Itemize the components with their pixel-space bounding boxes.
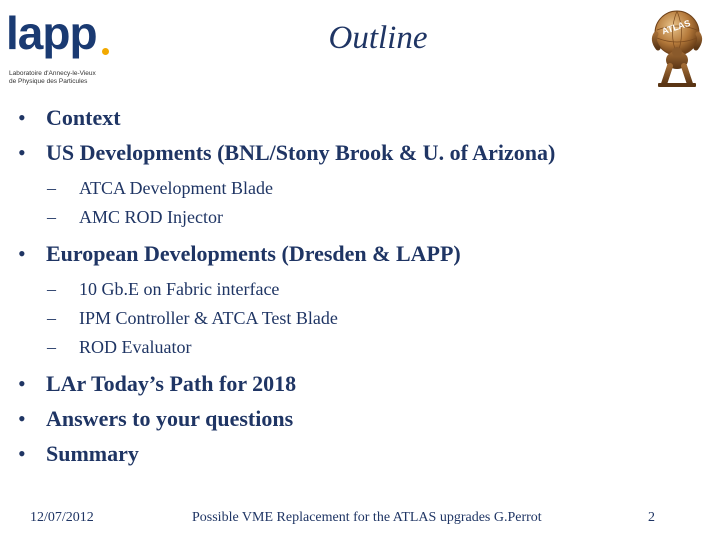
dash: – [47,279,56,299]
bullet: • [18,140,26,165]
outline-item-text: Context [46,105,121,130]
outline-item-text: European Developments (Dresden & LAPP) [46,241,461,266]
sub-item-text: ROD Evaluator [79,337,192,357]
lapp-logo-subtitle [9,70,117,86]
bullet: • [18,371,26,396]
page-number: 2 [648,510,655,525]
sub-item-text: 10 Gb.E on Fabric interface [79,279,280,299]
dash: – [47,178,56,198]
outline-item [18,135,708,170]
dash: – [47,308,56,328]
outline-item [18,401,708,436]
slide-title: Outline [328,20,428,56]
sub-list [18,271,708,366]
sub-item-text: ATCA Development Blade [79,178,273,198]
sub-item [18,304,708,333]
bullet: • [18,441,26,466]
outline-item-text: US Developments (BNL/Stony Brook & U. of Arizona) [46,140,556,165]
outline-item-text: Summary [46,441,139,466]
lapp-logo-subtitle-line1: Laboratoire d'Annecy-le-Vieux [9,70,96,77]
sub-item-text: IPM Controller & ATCA Test Blade [79,308,338,328]
lapp-logo-subtitle-line2: de Physique des Particules [9,78,88,85]
dash: – [47,207,56,227]
footer-date: 12/07/2012 [30,510,94,525]
sub-item-text: AMC ROD Injector [79,207,223,227]
outline-item-text: LAr Today’s Path for 2018 [46,371,297,396]
bullet: • [18,105,26,130]
outline-item [18,100,708,135]
sub-item [18,333,708,362]
dash: – [47,337,56,357]
outline-list [18,100,708,471]
outline-item [18,236,708,271]
outline-item [18,366,708,401]
atlas-logo-text: ATLAS [660,17,692,37]
outline-item [18,436,708,471]
bullet: • [18,406,26,431]
sub-item [18,174,708,203]
atlas-logo [644,8,710,88]
bullet: • [18,241,26,266]
sub-list [18,170,708,236]
footer-title: Possible VME Replacement for the ATLAS upgrades G.Perrot [192,510,542,525]
lapp-logo-word: lapp [6,7,97,59]
sub-item [18,203,708,232]
outline-item-text: Answers to your questions [46,406,294,431]
sub-item [18,275,708,304]
